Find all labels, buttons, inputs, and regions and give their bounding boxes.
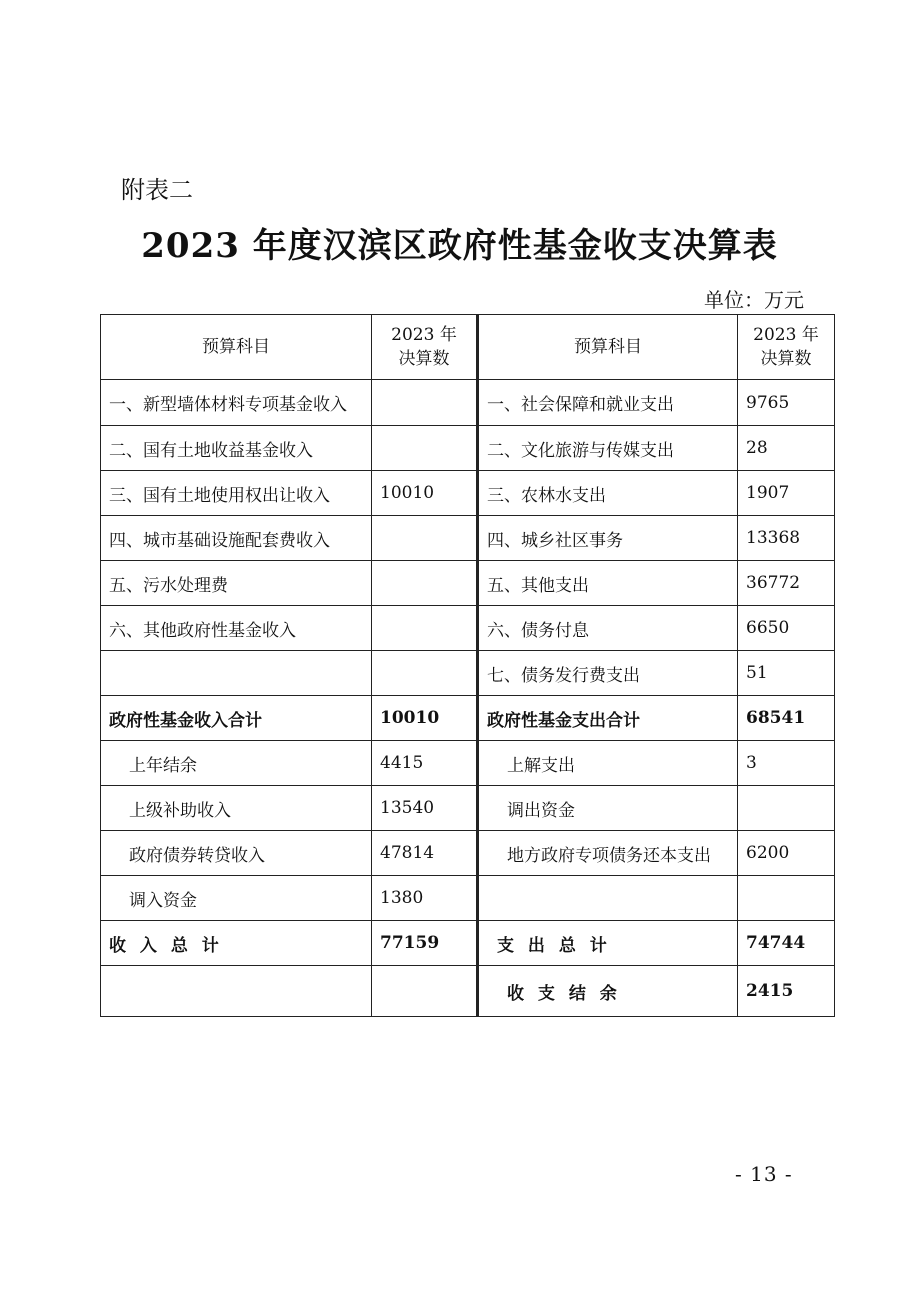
table-row — [101, 651, 835, 696]
income-item: 五、污水处理费 — [101, 561, 372, 606]
expense-item: 五、其他支出 — [478, 561, 738, 606]
header-right-final: 决算数 — [760, 349, 812, 369]
expense-value: 51 — [738, 651, 835, 696]
income-value — [372, 651, 478, 696]
page-title: 2023 年度汉滨区政府性基金收支决算表 — [141, 226, 778, 266]
budget-table — [100, 314, 835, 1017]
income-item: 政府债券转贷收入 — [101, 831, 372, 876]
expense-value — [738, 786, 835, 831]
income-value — [372, 516, 478, 561]
page-number: - 13 - — [735, 1162, 793, 1186]
header-right-subject: 预算科目 — [478, 315, 738, 380]
subtotal-row — [101, 696, 835, 741]
income-blank — [101, 966, 372, 1017]
table-row — [101, 561, 835, 606]
header-left-amount — [372, 315, 478, 380]
expense-value: 6200 — [738, 831, 835, 876]
table-row — [101, 741, 835, 786]
total-row — [101, 921, 835, 966]
table-row — [101, 516, 835, 561]
balance-label: 收 支 结 余 — [478, 966, 738, 1017]
expense-value: 13368 — [738, 516, 835, 561]
table-row — [101, 786, 835, 831]
expense-item: 六、债务付息 — [478, 606, 738, 651]
income-value: 1380 — [372, 876, 478, 921]
expense-item: 地方政府专项债务还本支出 — [478, 831, 738, 876]
expense-subtotal-value: 68541 — [738, 696, 835, 741]
table-row — [101, 380, 835, 426]
expense-item: 四、城乡社区事务 — [478, 516, 738, 561]
income-value: 10010 — [372, 471, 478, 516]
header-left-final: 决算数 — [398, 349, 450, 369]
expense-value: 36772 — [738, 561, 835, 606]
expense-value: 28 — [738, 426, 835, 471]
expense-item: 二、文化旅游与传媒支出 — [478, 426, 738, 471]
expense-item: 调出资金 — [478, 786, 738, 831]
expense-item: 上解支出 — [478, 741, 738, 786]
income-item: 一、新型墙体材料专项基金收入 — [101, 380, 372, 426]
income-item — [101, 651, 372, 696]
unit-label: 单位：万元 — [704, 288, 804, 312]
income-value: 13540 — [372, 786, 478, 831]
expense-value: 6650 — [738, 606, 835, 651]
income-value — [372, 561, 478, 606]
income-total-label: 收 入 总 计 — [101, 921, 372, 966]
income-item: 上年结余 — [101, 741, 372, 786]
income-item: 二、国有土地收益基金收入 — [101, 426, 372, 471]
expense-subtotal-label: 政府性基金支出合计 — [478, 696, 738, 741]
income-item: 六、其他政府性基金收入 — [101, 606, 372, 651]
table-row — [101, 471, 835, 516]
header-right-amount — [738, 315, 835, 380]
expense-item: 一、社会保障和就业支出 — [478, 380, 738, 426]
balance-row — [101, 966, 835, 1017]
expense-total-value: 74744 — [738, 921, 835, 966]
expense-value: 9765 — [738, 380, 835, 426]
table-header-row — [101, 315, 835, 380]
income-item: 调入资金 — [101, 876, 372, 921]
expense-item — [478, 876, 738, 921]
income-blank-value — [372, 966, 478, 1017]
income-subtotal-label: 政府性基金收入合计 — [101, 696, 372, 741]
income-item: 四、城市基础设施配套费收入 — [101, 516, 372, 561]
income-value — [372, 380, 478, 426]
expense-value — [738, 876, 835, 921]
table-row — [101, 426, 835, 471]
income-total-value: 77159 — [372, 921, 478, 966]
income-value — [372, 426, 478, 471]
income-subtotal-value: 10010 — [372, 696, 478, 741]
income-value — [372, 606, 478, 651]
expense-value: 3 — [738, 741, 835, 786]
income-value: 47814 — [372, 831, 478, 876]
table-row — [101, 876, 835, 921]
income-item: 三、国有土地使用权出让收入 — [101, 471, 372, 516]
header-right-year: 2023 年 — [753, 325, 819, 345]
expense-value: 1907 — [738, 471, 835, 516]
expense-item: 三、农林水支出 — [478, 471, 738, 516]
header-left-year: 2023 年 — [391, 325, 457, 345]
balance-value: 2415 — [738, 966, 835, 1017]
expense-item: 七、债务发行费支出 — [478, 651, 738, 696]
header-left-subject: 预算科目 — [101, 315, 372, 380]
income-value: 4415 — [372, 741, 478, 786]
expense-total-label: 支 出 总 计 — [478, 921, 738, 966]
table-row — [101, 831, 835, 876]
income-item: 上级补助收入 — [101, 786, 372, 831]
attachment-label: 附表二 — [121, 176, 193, 204]
table-row — [101, 606, 835, 651]
